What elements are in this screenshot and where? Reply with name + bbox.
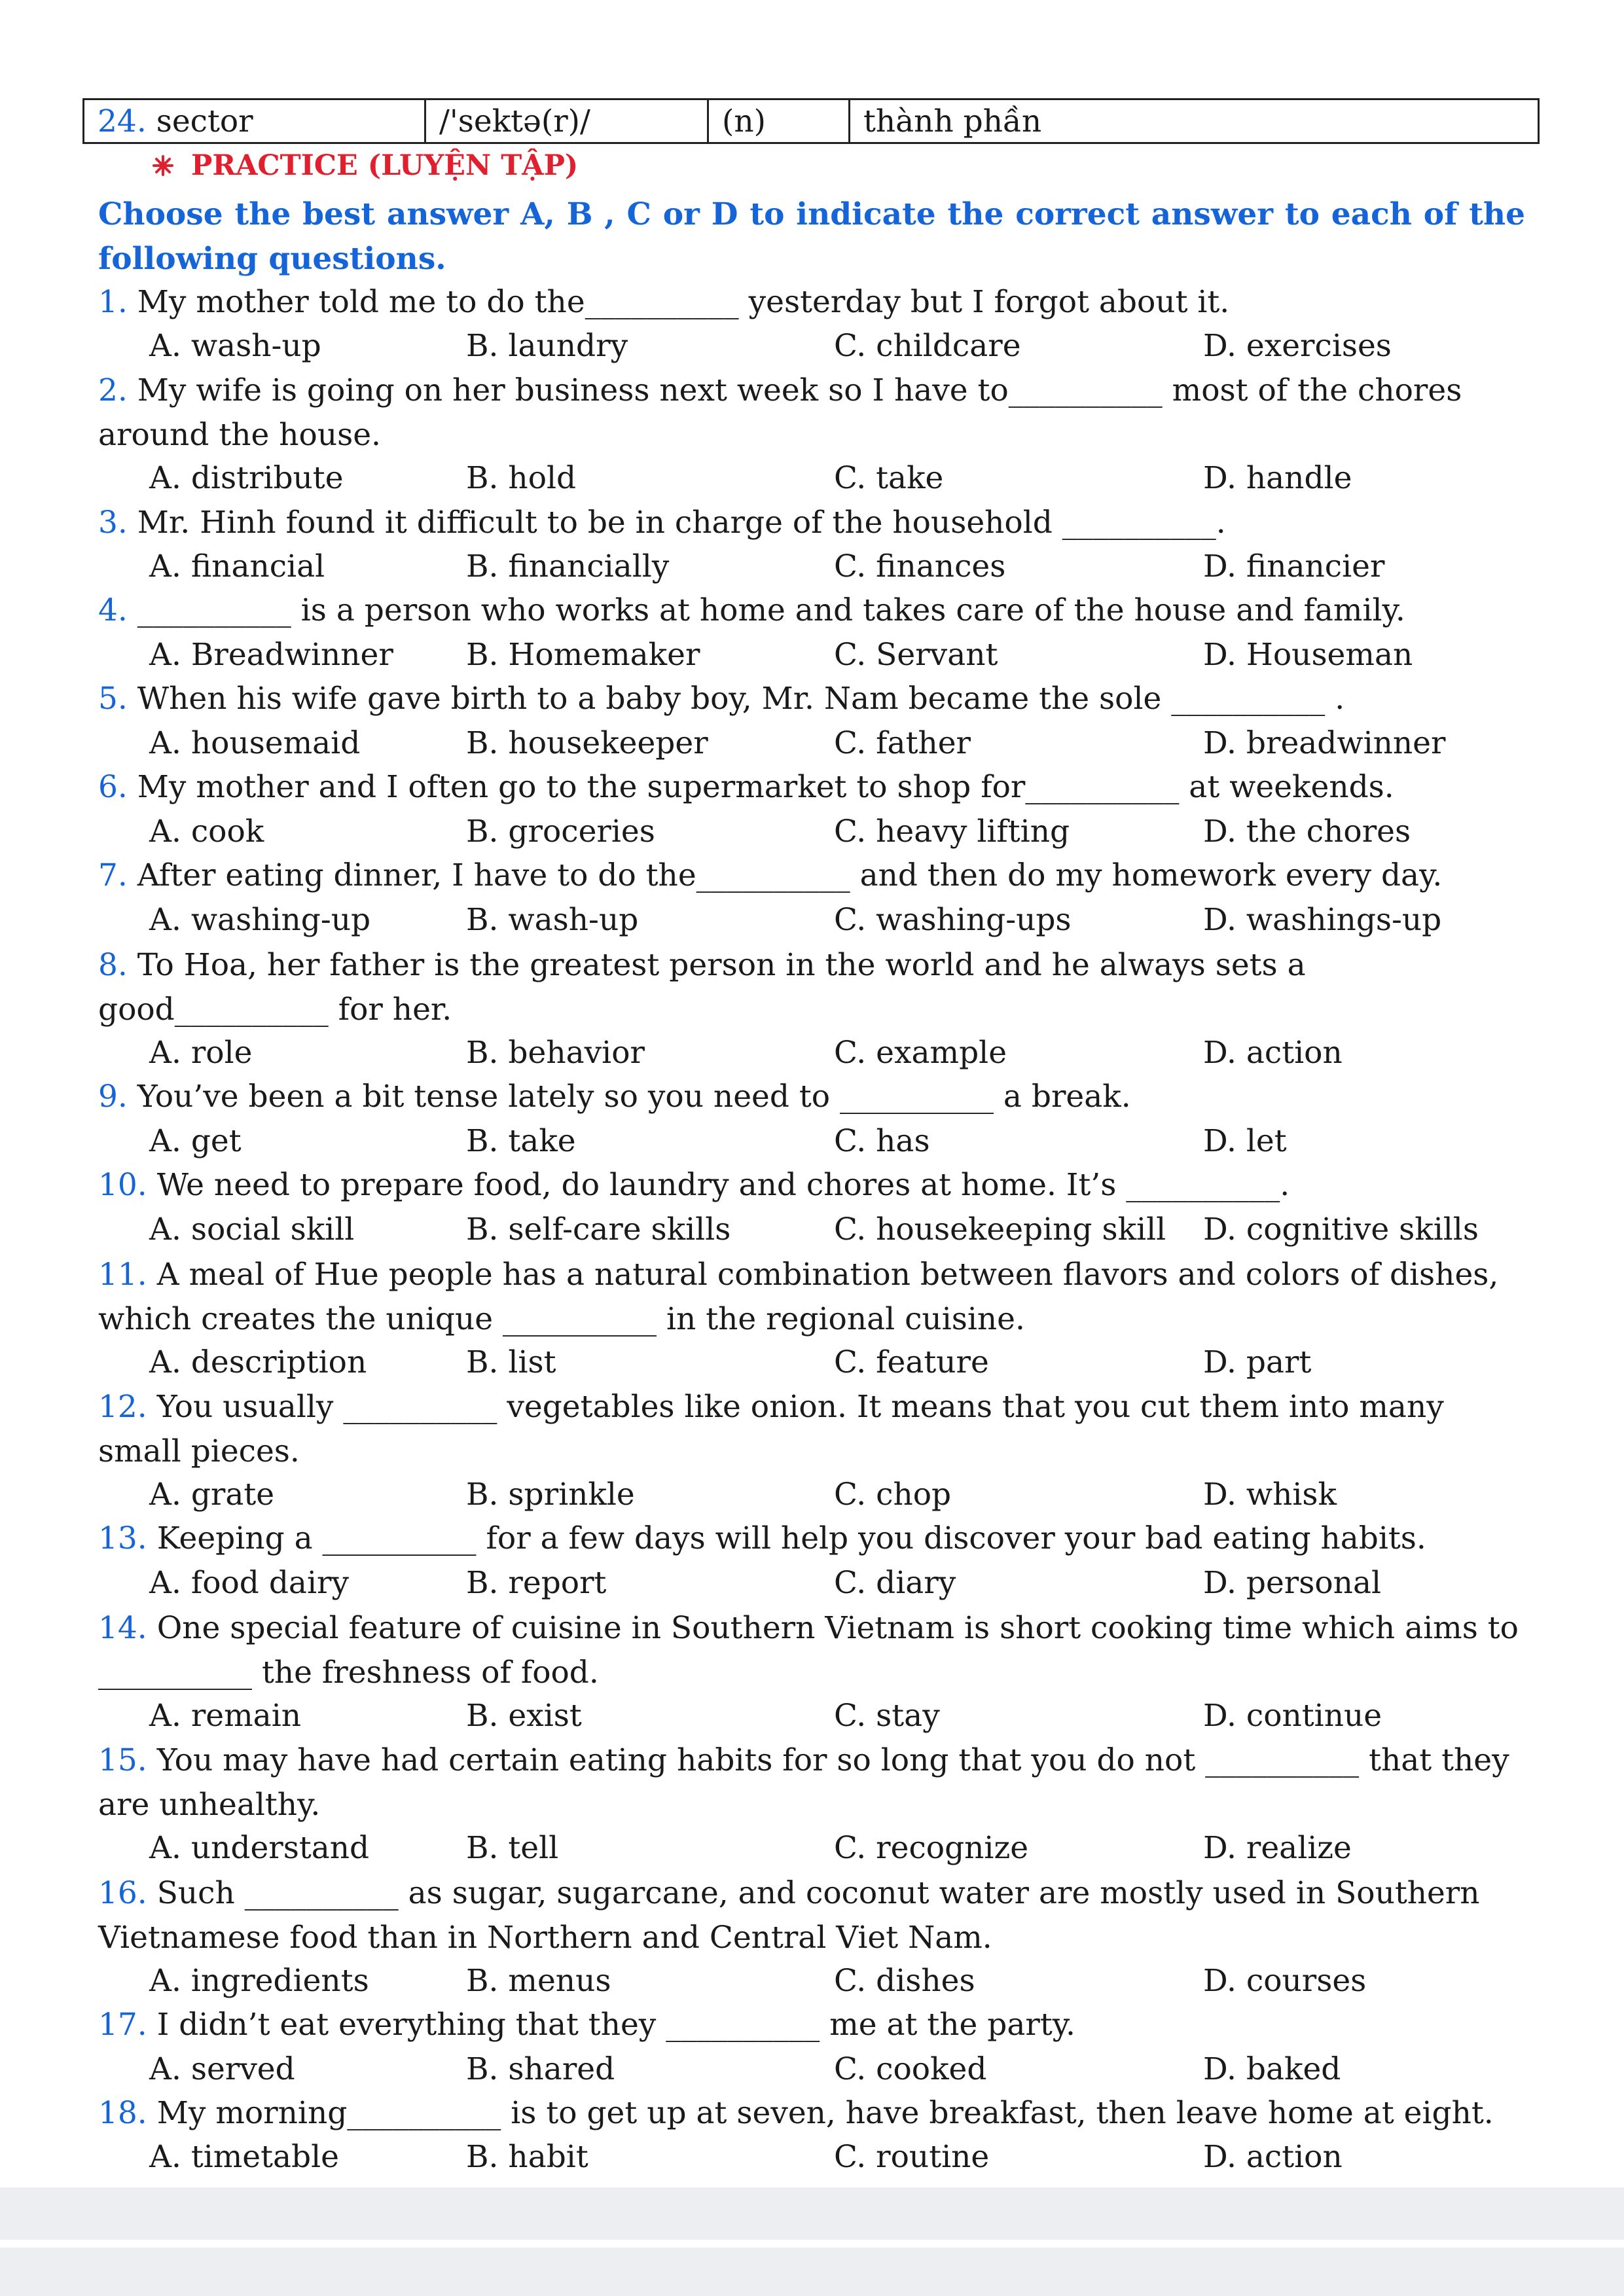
option-d[interactable]: D. part (1203, 1344, 1312, 1380)
option-b[interactable]: B. habit (466, 2139, 588, 2175)
option-b[interactable]: B. tell (466, 1830, 559, 1866)
option-c[interactable]: C. heavy lifting (834, 814, 1070, 850)
question-7: 7. After eating dinner, I have to do the__________ and then do my homework every day. (98, 857, 1443, 893)
page-separator (0, 2240, 1624, 2248)
option-a[interactable]: A. remain (149, 1698, 301, 1734)
options-7 (0, 901, 1624, 940)
option-c[interactable]: C. childcare (834, 328, 1021, 364)
option-c[interactable]: C. diary (834, 1565, 956, 1601)
option-c[interactable]: C. Servant (834, 637, 998, 673)
question-text: We need to prepare food, do laundry and chores at home. It’s __________. (156, 1167, 1290, 1203)
option-c[interactable]: C. example (834, 1035, 1007, 1071)
option-c[interactable]: C. cooked (834, 2051, 987, 2087)
option-d[interactable]: D. the chores (1203, 814, 1411, 850)
option-c[interactable]: C. finances (834, 548, 1006, 584)
snowflake-bullet-icon (152, 154, 174, 177)
question-text: To Hoa, her father is the greatest person in the world and he always sets a good__________ for her. (98, 947, 1306, 1028)
option-c[interactable]: C. chop (834, 1477, 952, 1513)
vocab-meaning: thành phần (863, 103, 1042, 139)
option-d[interactable]: D. action (1203, 1035, 1343, 1071)
options-5 (0, 724, 1624, 763)
option-d[interactable]: D. exercises (1203, 328, 1392, 364)
option-d[interactable]: D. let (1203, 1123, 1287, 1159)
option-a[interactable]: A. description (149, 1344, 367, 1380)
options-4 (0, 636, 1624, 675)
vocab-word-cell: 24 . sector (84, 100, 426, 142)
vocab-pos-cell (709, 100, 850, 142)
option-a[interactable]: A. washing-up (149, 902, 371, 938)
option-a[interactable]: A. financial (149, 548, 325, 584)
option-b[interactable]: B. Homemaker (466, 637, 700, 673)
options-8 (0, 1033, 1624, 1073)
question-6: 6. My mother and I often go to the supermarket to shop for__________ at weekends. (98, 769, 1394, 805)
option-a[interactable]: A. food dairy (149, 1565, 349, 1601)
question-4: 4. __________ is a person who works at home and takes care of the house and family. (98, 592, 1405, 628)
option-b[interactable]: B. report (466, 1565, 607, 1601)
vocab-meaning-cell (850, 100, 1538, 142)
option-a[interactable]: A. social skill (149, 1211, 355, 1247)
question-text: After eating dinner, I have to do the__________ and then do my homework every day. (137, 857, 1443, 893)
option-b[interactable]: B. hold (466, 460, 577, 496)
question-17: 17. I didn’t eat everything that they __________ me at the party. (98, 2007, 1076, 2043)
question-14: 14. One special feature of cuisine in Southern Vietnam is short cooking time which aims to __________ the freshness of food. (98, 1610, 1519, 1691)
options-11 (0, 1343, 1624, 1382)
options-1 (0, 327, 1624, 366)
option-d[interactable]: D. handle (1203, 460, 1352, 496)
option-a[interactable]: A. cook (149, 814, 264, 850)
option-b[interactable]: B. list (466, 1344, 556, 1380)
practice-heading-text: PRACTICE (LUYỆN TẬP) (191, 149, 579, 182)
option-d[interactable]: D. action (1203, 2139, 1343, 2175)
option-c[interactable]: C. feature (834, 1344, 989, 1380)
option-c[interactable]: C. recognize (834, 1830, 1029, 1866)
question-13: 13. Keeping a __________ for a few days will help you discover your bad eating habits. (98, 1520, 1426, 1556)
options-2 (0, 459, 1624, 498)
question-text: Mr. Hinh found it difficult to be in charge of the household __________. (137, 505, 1226, 541)
option-a[interactable]: A. timetable (149, 2139, 339, 2175)
question-9: 9. You’ve been a bit tense lately so you need to __________ a break. (98, 1079, 1131, 1115)
options-17 (0, 2050, 1624, 2089)
question-text: One special feature of cuisine in Southern Vietnam is short cooking time which aims to __________ the freshness of food. (98, 1610, 1519, 1691)
question-text: I didn’t eat everything that they __________ me at the party. (156, 2007, 1076, 2043)
option-b[interactable]: B. menus (466, 1963, 611, 1999)
option-a[interactable]: A. understand (149, 1830, 370, 1866)
option-d[interactable]: D. cognitive skills (1203, 1211, 1479, 1247)
question-18: 18. My morning__________ is to get up at seven, have breakfast, then leave home at eight. (98, 2095, 1494, 2131)
option-a[interactable]: A. get (149, 1123, 242, 1159)
option-d[interactable]: D. personal (1203, 1565, 1381, 1601)
option-d[interactable]: D. courses (1203, 1963, 1367, 1999)
options-15 (0, 1829, 1624, 1868)
option-b[interactable]: B. exist (466, 1698, 582, 1734)
option-c[interactable]: C. housekeeping skill (834, 1211, 1166, 1247)
option-a[interactable]: A. served (149, 2051, 295, 2087)
question-10: 10. We need to prepare food, do laundry and chores at home. It’s __________. (98, 1167, 1290, 1203)
question-text: You’ve been a bit tense lately so you need to __________ a break. (137, 1079, 1131, 1115)
option-a[interactable]: A. grate (149, 1477, 275, 1513)
option-b[interactable]: B. shared (466, 2051, 615, 2087)
option-d[interactable]: D. baked (1203, 2051, 1341, 2087)
option-a[interactable]: A. housemaid (149, 725, 361, 761)
option-b[interactable]: B. groceries (466, 814, 655, 850)
option-a[interactable]: A. Breadwinner (149, 637, 393, 673)
question-text: You usually __________ vegetables like onion. It means that you cut them into many small pieces. (98, 1389, 1444, 1469)
question-8: 8. To Hoa, her father is the greatest person in the world and he always sets a good__________ for her. (98, 947, 1306, 1028)
options-3 (0, 547, 1624, 586)
option-a[interactable]: A. wash-up (149, 328, 321, 364)
options-13 (0, 1564, 1624, 1603)
question-15: 15. You may have had certain eating habits for so long that you do not __________ that they are unhealthy. (98, 1742, 1509, 1823)
vocab-pos: (n) (722, 103, 766, 139)
option-c[interactable]: C. take (834, 460, 944, 496)
question-text: You may have had certain eating habits for so long that you do not __________ that they are unhealthy. (98, 1742, 1509, 1823)
options-18 (0, 2138, 1624, 2177)
option-a[interactable]: A. ingredients (149, 1963, 369, 1999)
option-c[interactable]: C. stay (834, 1698, 940, 1734)
option-c[interactable]: C. dishes (834, 1963, 975, 1999)
option-b[interactable]: B. wash-up (466, 902, 639, 938)
question-text: Such __________ as sugar, sugarcane, and coconut water are mostly used in Southern Vietnamese food than in Northern and Central Viet Nam. (98, 1875, 1480, 1956)
option-b[interactable]: B. sprinkle (466, 1477, 635, 1513)
question-text: My mother and I often go to the supermarket to shop for__________ at weekends. (137, 769, 1394, 805)
question-text: A meal of Hue people has a natural combination between flavors and colors of dishes, which creates the unique __________ in the regional cuisine. (98, 1257, 1499, 1337)
option-d[interactable]: D. washings-up (1203, 902, 1442, 938)
question-text: My morning__________ is to get up at seven, have breakfast, then leave home at eight. (156, 2095, 1494, 2131)
options-6 (0, 812, 1624, 852)
vocab-phonetic-cell (426, 100, 709, 142)
practice-heading (152, 149, 578, 182)
option-a[interactable]: A. distribute (149, 460, 344, 496)
option-d[interactable]: D. whisk (1203, 1477, 1337, 1513)
options-16 (0, 1962, 1624, 2001)
vocab-phonetic: /'sektə(r)/ (439, 103, 590, 139)
option-b[interactable]: B. behavior (466, 1035, 645, 1071)
option-c[interactable]: C. has (834, 1123, 930, 1159)
option-c[interactable]: C. washing-ups (834, 902, 1072, 938)
option-d[interactable]: D. continue (1203, 1698, 1382, 1734)
option-a[interactable]: A. role (149, 1035, 253, 1071)
option-d[interactable]: D. financier (1203, 548, 1385, 584)
option-b[interactable]: B. take (466, 1123, 576, 1159)
question-text: My mother told me to do the__________ yesterday but I forgot about it. (137, 284, 1230, 320)
option-b[interactable]: B. financially (466, 548, 670, 584)
question-3: 3. Mr. Hinh found it difficult to be in charge of the household __________. (98, 505, 1226, 541)
option-b[interactable]: B. laundry (466, 328, 628, 364)
question-16: 16. Such __________ as sugar, sugarcane, and coconut water are mostly used in Southern Vietnamese food than in Northern and Central Viet Nam. (98, 1875, 1480, 1956)
question-5: 5. When his wife gave birth to a baby boy, Mr. Nam became the sole __________ . (98, 681, 1345, 717)
question-11: 11. A meal of Hue people has a natural combination between flavors and colors of dishes, which creates the unique __________ in the regional cuisine. (98, 1257, 1499, 1337)
options-14 (0, 1696, 1624, 1736)
option-c[interactable]: C. father (834, 725, 971, 761)
question-text: My wife is going on her business next week so I have to__________ most of the chores around the house. (98, 372, 1462, 453)
vocab-table-row (82, 98, 1540, 144)
option-d[interactable]: D. breadwinner (1203, 725, 1446, 761)
option-c[interactable]: C. routine (834, 2139, 990, 2175)
question-1: 1. My mother told me to do the__________ yesterday but I forgot about it. (98, 284, 1230, 320)
page-bottom-margin (0, 2187, 1624, 2296)
question-text: Keeping a __________ for a few days will help you discover your bad eating habits. (156, 1520, 1426, 1556)
option-b[interactable]: B. housekeeper (466, 725, 708, 761)
options-9 (0, 1122, 1624, 1161)
options-12 (0, 1475, 1624, 1515)
vocab-number: 24 (98, 103, 137, 139)
question-12: 12. You usually __________ vegetables like onion. It means that you cut them into many small pieces. (98, 1389, 1444, 1469)
options-10 (0, 1210, 1624, 1249)
option-d[interactable]: D. Houseman (1203, 637, 1413, 673)
vocab-word: sector (156, 103, 253, 139)
question-text: When his wife gave birth to a baby boy, Mr. Nam became the sole __________ . (137, 681, 1345, 717)
option-d[interactable]: D. realize (1203, 1830, 1352, 1866)
option-b[interactable]: B. self-care skills (466, 1211, 731, 1247)
question-2: 2. My wife is going on her business next week so I have to__________ most of the chores around the house. (98, 372, 1462, 453)
question-text: __________ is a person who works at home and takes care of the house and family. (137, 592, 1405, 628)
instruction-text: Choose the best answer A, B , C or D to indicate the correct answer to each of the following questions. (98, 196, 1525, 277)
